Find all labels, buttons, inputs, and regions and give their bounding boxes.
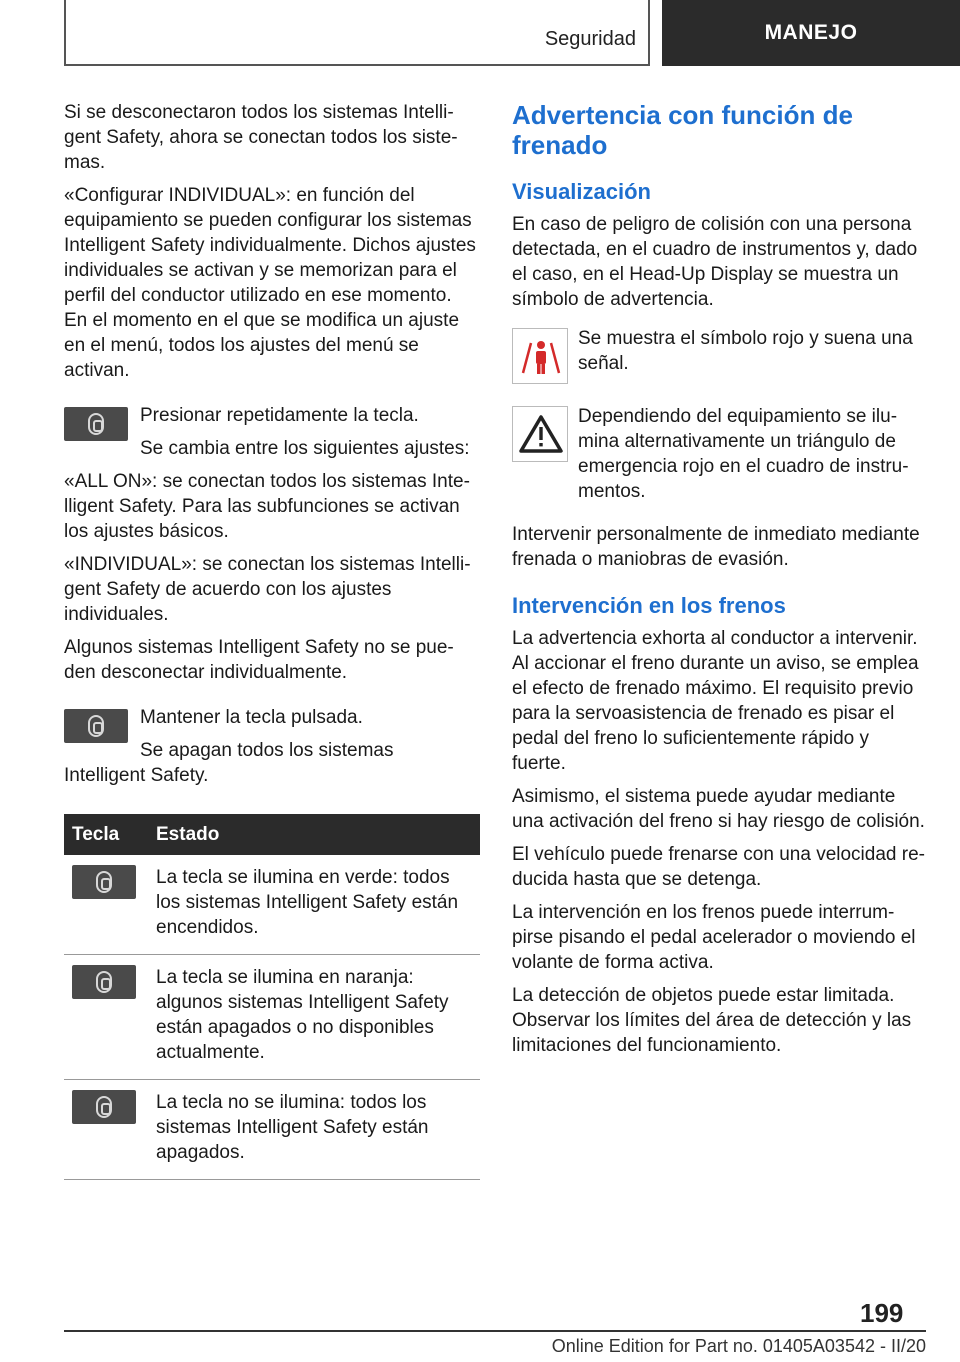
left-column [64,100,478,1180]
paragraph: La intervención en los frenos puede interrumpirse pisando el pedal acelerador o moviendo el volante de forma activa. [512,902,916,973]
key-instruction-text: Se apagan todos los sistemas Intelligent Safety. [64,740,394,786]
intelligent-safety-key-icon [72,1090,136,1124]
table-row [64,1080,480,1180]
paragraph: En caso de peligro de colisión con una persona detectada, en el cuadro de instrumentos y, dado el caso, en el Head-Up Display se muestra un símbolo de advertencia. [512,214,918,310]
intelligent-safety-key-icon [72,965,136,999]
warning-triangle-icon [512,406,568,462]
paragraph: Asimismo, el sistema puede ayudar mediante una activación del freno si hay riesgo de colisión. [512,786,925,832]
section-heading: Advertencia con función de frenado [512,100,853,160]
warning-text: Dependiendo del equipamiento se ilumina alternativamente un triángulo de emergencia rojo en el cuadro de instrumentos. [578,406,909,502]
warning-symbol-row [512,404,926,504]
intelligent-safety-key-icon [64,709,128,743]
warning-text: Se muestra el símbolo rojo y suena una señal. [578,328,913,374]
table-cell: La tecla se ilumina en verde: todos los sistemas Intelligent Safety están encendidos. [148,855,480,955]
paragraph: «Configurar INDIVIDUAL»: en función del equipamiento se pueden configurar los sistemas Intelligent Safety individualmente. Dichos ajustes individuales se activan y se memorizan para el perfil del conductor utilizado en ese momento. En el momento en el que se modifica un ajuste en el menú, todos los ajustes del menú se activan. [64,185,476,381]
header-rule-left [64,0,66,66]
table-row [64,955,480,1080]
subsection-heading: Intervención en los frenos [512,593,786,618]
header-rule-right [648,0,650,66]
header-section-title: Seguridad [544,28,636,50]
header-chapter-label: MANEJO [764,21,858,44]
header-chapter-tab[interactable] [662,0,960,66]
paragraph: Algunos sistemas Intelligent Safety no se pueden desconectar individualmente. [64,637,454,683]
paragraph: «ALL ON»: se conectan todos los sistemas Intelligent Safety. Para las subfunciones se activan los ajustes básicos. [64,471,470,542]
page-number: 199 [860,1298,904,1328]
warning-symbol-row [512,326,926,386]
key-status-table [64,814,480,1180]
paragraph: «INDIVIDUAL»: se conectan los sistemas Intelligent Safety de acuerdo con los ajustes individuales. [64,554,471,625]
table-row [64,855,480,955]
right-column [512,100,926,1066]
key-instruction-text: Mantener la tecla pulsada. [140,707,363,728]
key-instruction [64,403,478,461]
key-instruction-text: Se cambia entre los siguientes ajustes: [140,438,470,459]
paragraph: El vehículo puede frenarse con una velocidad reducida hasta que se detenga. [512,844,925,890]
subsection-heading: Visualización [512,179,651,204]
table-header-key: Tecla [64,814,148,855]
table-header-status: Estado [148,814,480,855]
table-cell: La tecla se ilumina en naranja: algunos sistemas Intelligent Safety están apagados o no disponibles actualmente. [148,955,480,1080]
footer-rule [64,1330,926,1332]
table-cell: La tecla no se ilumina: todos los sistemas Intelligent Safety están apagados. [148,1080,480,1180]
paragraph: Si se desconectaron todos los sistemas Intelligent Safety, ahora se conectan todos los sistemas. [64,102,458,173]
footer-edition: Online Edition for Part no. 01405A03542 - II/20 [551,1336,926,1356]
pedestrian-warning-icon [512,328,568,384]
intelligent-safety-key-icon [72,865,136,899]
header-rule-bottom [64,64,650,66]
paragraph: Intervenir personalmente de inmediato mediante frenada o maniobras de evasión. [512,524,920,570]
paragraph: La advertencia exhorta al conductor a intervenir. Al accionar el freno durante un aviso, se emplea el efecto de frenado máximo. El requisito previo para la servoasistencia de frenado es pisar el pedal del freno lo suficientemente rápido y fuerte. [512,628,919,774]
paragraph: La detección de objetos puede estar limitada. Observar los límites del área de detección y las limitaciones del funcionamiento. [512,985,912,1056]
key-instruction [64,705,478,788]
key-instruction-text: Presionar repetidamente la tecla. [140,405,419,426]
intelligent-safety-key-icon [64,407,128,441]
